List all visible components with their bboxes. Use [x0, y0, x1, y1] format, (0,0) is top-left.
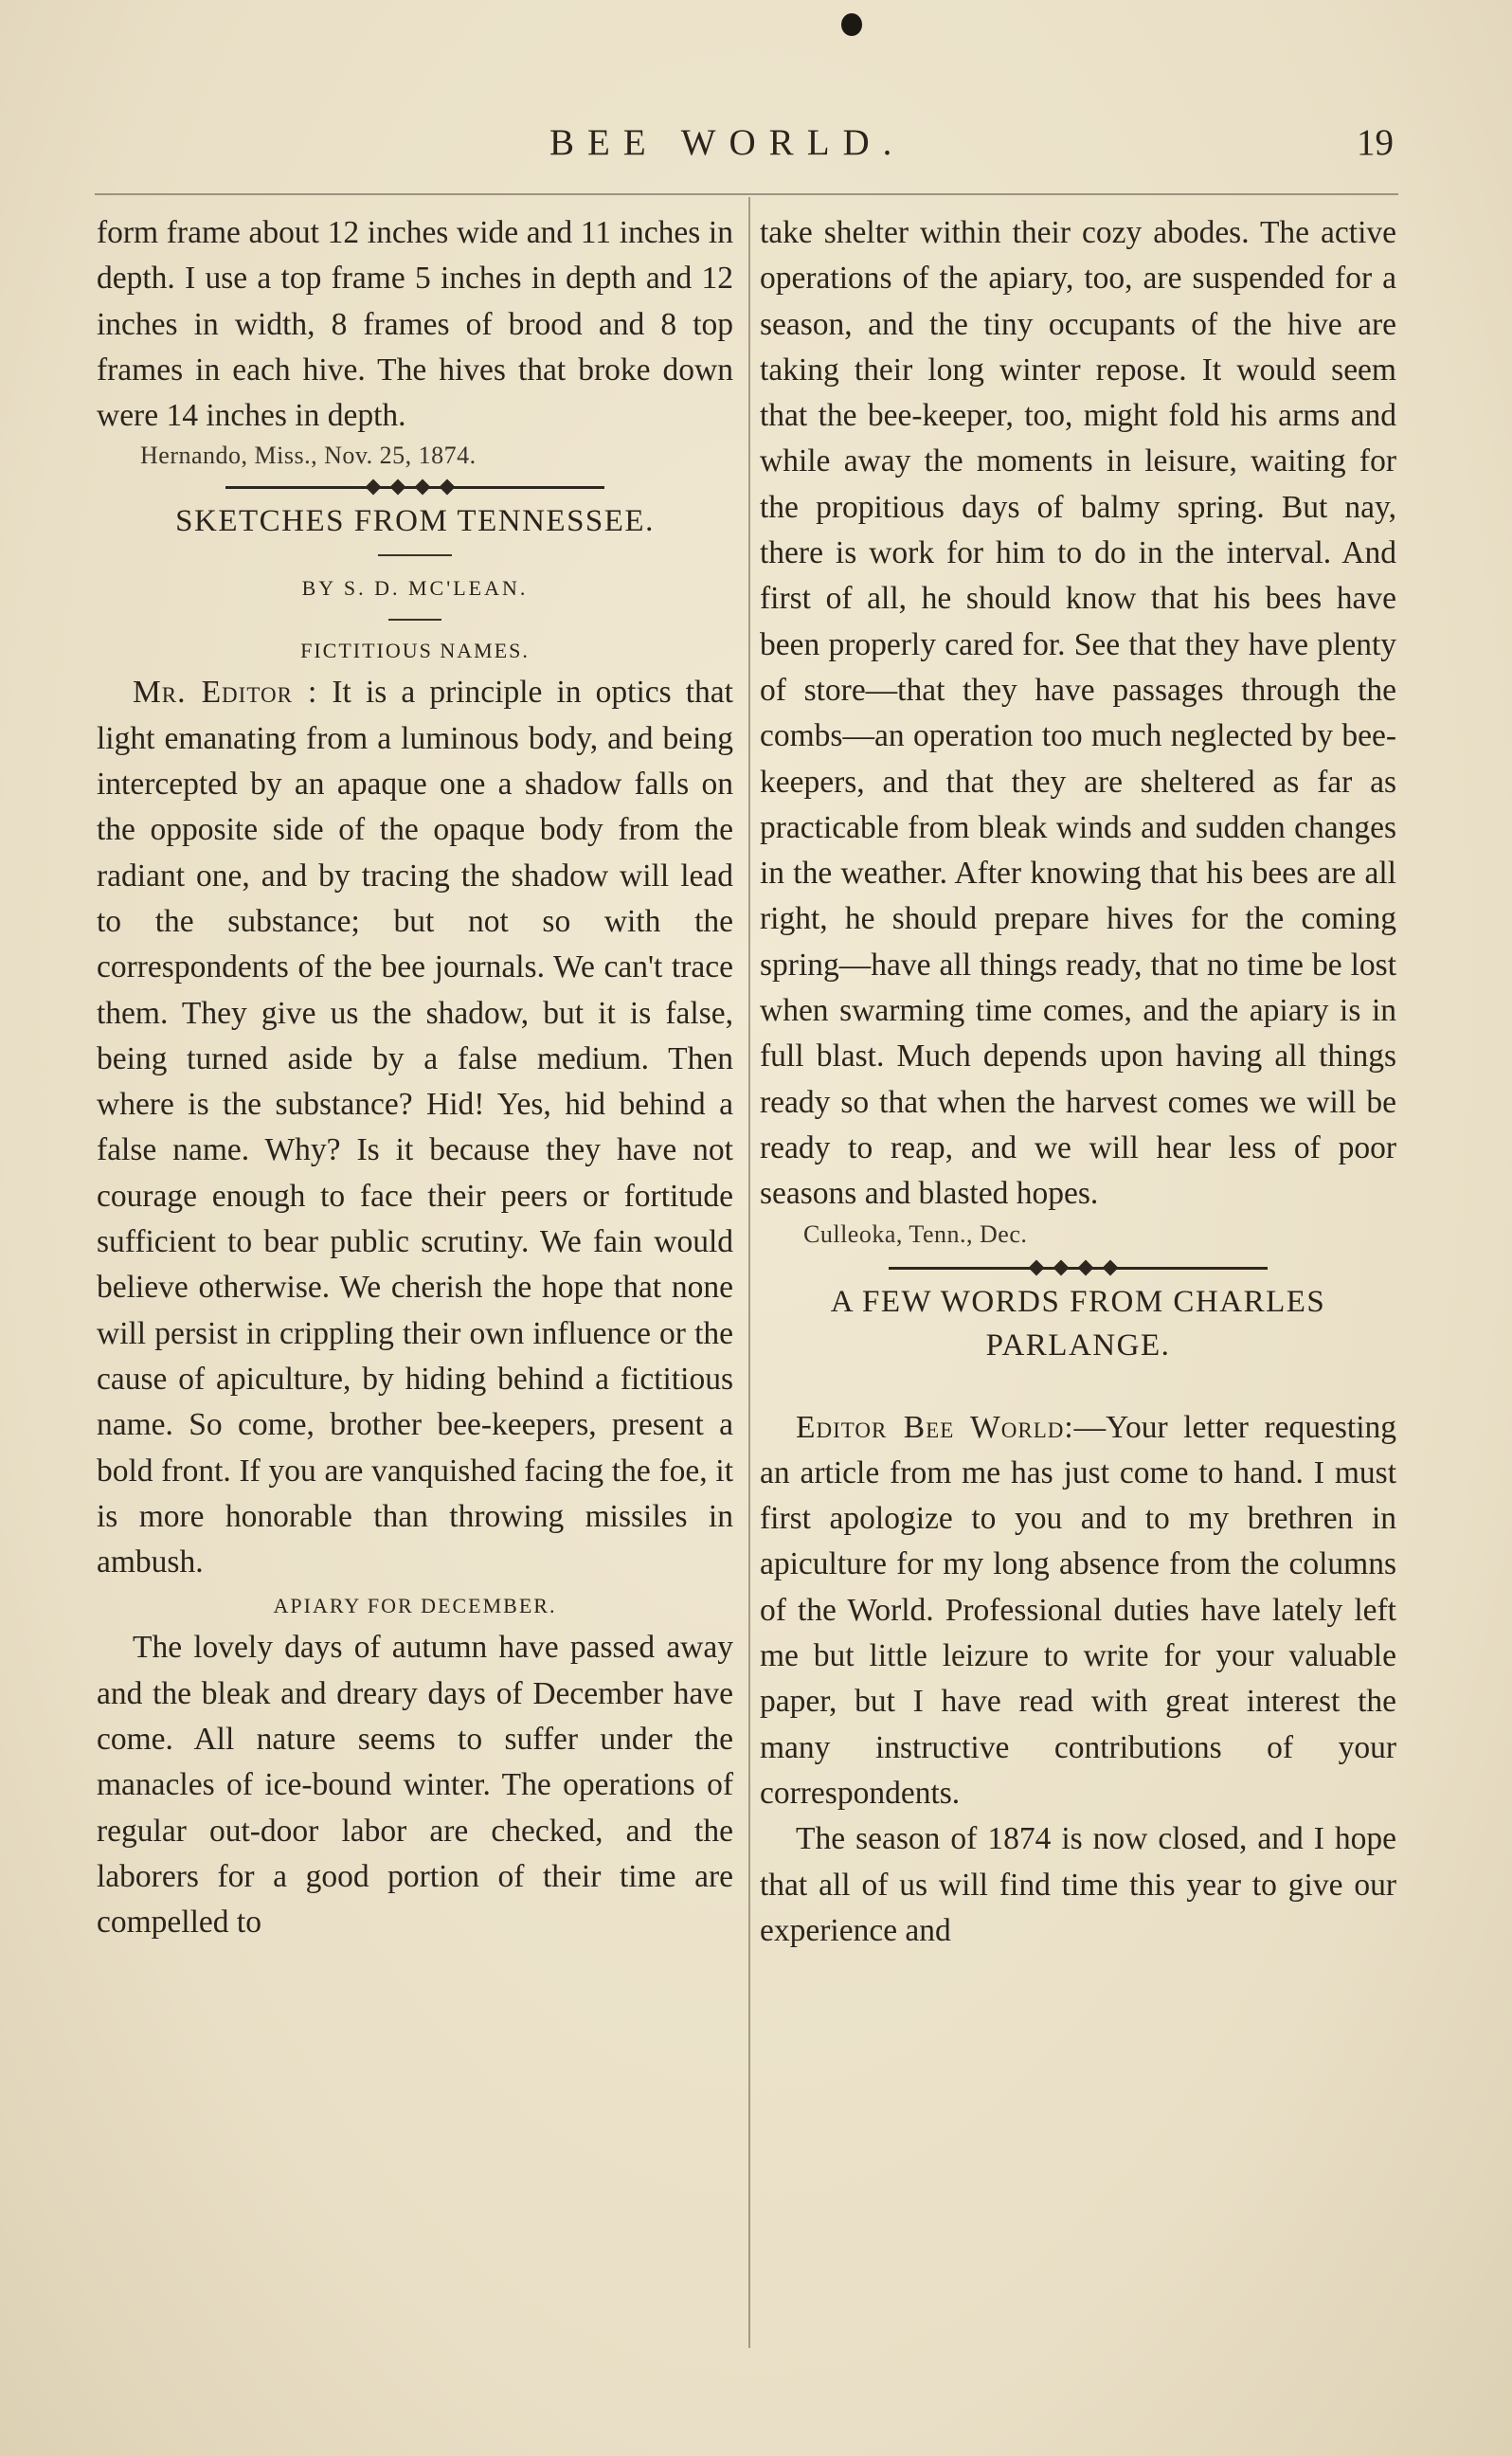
body-paragraph: [97, 670, 733, 1585]
body-paragraph: The season of 1874 is now closed, and I hope that all of us will find time this year to give our experience and: [760, 1821, 1396, 1948]
paragraph-text: —Your letter requesting an article from me has just come to hand. I must first apologize to you and to my brethren in apiculture for my long absence from the columns of the World. Professional duties have lately left me but little leizure to write for your valuable paper, but I have read with great interest the many instructive contributions of your correspondents.: [760, 1409, 1396, 1811]
subheading: FICTITIOUS NAMES.: [300, 639, 530, 663]
body-paragraph: [760, 1405, 1396, 1817]
byline: BY S. D. MC'LEAN.: [301, 576, 529, 601]
article-title: SKETCHES FROM TENNESSEE.: [175, 504, 655, 539]
short-rule: [378, 554, 452, 556]
paragraph-text: It is a principle in optics that light emanating from a luminous body, and being intercepted by an apaque one a shadow falls on the opposite side of the opaque body from the radiant one, and by tracing the shadow will lead to the substance; but not so with the correspondents of the bee journals. We can't trace them. They give us the shadow, but it is false, being turned aside by a false medium. Then where is the substance? Hid! Yes, hid behind a false name. Why? Is it because they have not courage enough to face their peers or fortitude sufficient to bear public scrutiny. We fain would believe otherwise. We cherish the hope that none will persist in crippling their own influence or the cause of apiculture, by hiding behind a fictitious name. So come, brother bee-keepers, present a bold front. If you are vanquished facing the foe, it is more honorable than throwing missiles in ambush.: [97, 675, 733, 1580]
page-number: 19: [1357, 122, 1394, 163]
ornamental-rule: [225, 480, 604, 494]
ornamental-rule: [889, 1261, 1268, 1274]
left-column: [97, 210, 733, 1946]
salutation: Mr. Editor :: [133, 675, 318, 711]
salutation: Editor Bee World:: [796, 1409, 1074, 1445]
ink-blot: [841, 13, 862, 36]
subheading: APIARY FOR DECEMBER.: [273, 1594, 557, 1618]
article-title: A FEW WORDS FROM CHARLES PARLANGE.: [830, 1284, 1326, 1363]
header-rule: [95, 193, 1398, 195]
running-head: BEE WORLD.: [549, 122, 906, 163]
dateline: Hernando, Miss., Nov. 25, 1874.: [140, 442, 477, 470]
short-rule: [388, 619, 441, 621]
body-paragraph: The lovely days of autumn have passed away and the bleak and dreary days of December have come. All nature seems to suffer under the manacles of ice-bound winter. The operations of regular out-door labor are checked, and the laborers for a good portion of their time are compelled to: [97, 1630, 733, 1941]
continuation-paragraph: form frame about 12 inches wide and 11 inches in depth. I use a top frame 5 inches in depth and 12 inches in width, 8 frames of brood and 8 top frames in each hive. The hives that broke down were 14 inches in depth.: [97, 215, 733, 434]
dateline: Culleoka, Tenn., Dec.: [803, 1219, 1028, 1248]
right-column: [760, 210, 1396, 1954]
body-paragraph: take shelter within their cozy abodes. The active operations of the apiary, too, are suspended for a season, and the tiny occupants of the hive are taking their long winter repose. It would seem that the bee-keeper, too, might fold his arms and while away the moments in leisure, waiting for the propitious days of balmy spring. But nay, there is work for him to do in the interval. And first of all, he should know that his bees have been properly cared for. See that they have plenty of store—that they have passages through the combs—an operation too much neglected by bee-keepers, and that they are sheltered as far as practicable from bleak winds and sudden changes in the weather. After knowing that his bees are all right, he should prepare hives for the coming spring—have all things ready, that no time be lost when swarming time comes, and the apiary is in full blast. Much depends upon having all things ready so that when the harvest comes we will be ready to reap, and we will hear less of poor seasons and blasted hopes.: [760, 215, 1396, 1212]
column-divider: [748, 197, 750, 2348]
